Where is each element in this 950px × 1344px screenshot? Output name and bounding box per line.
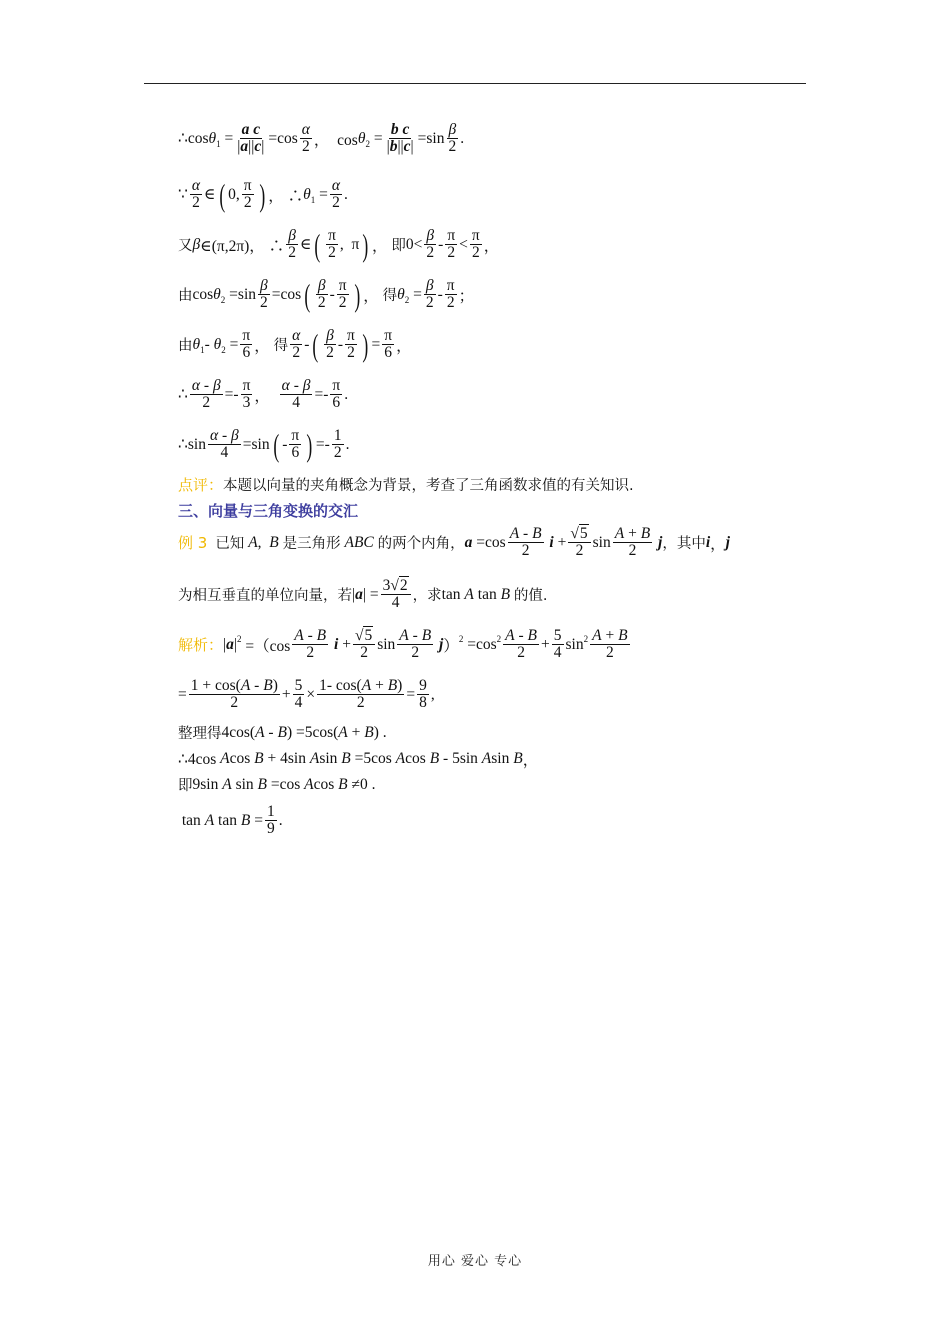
comment-text: 本题以向量的夹角概念为背景，考查了三角函数求值的有关知识. [223, 478, 634, 494]
example-text-5: 为相互垂直的单位向量，若 [178, 588, 352, 605]
word-ji: 即 [391, 238, 406, 255]
equation-alpha-minus-beta: ∴ $\frac{\alpha - \beta}{2}$ =- $\frac{\pi}{3}$ ， $\frac{\alpha - \beta}{4}$ =- $\frac{\pi}{6}$ . [178, 377, 349, 412]
example-text-1: 已知 [215, 536, 245, 553]
example-text-2: 是三角形 [282, 536, 341, 553]
section-heading-text: 三、向量与三角变换的交汇 [178, 502, 359, 520]
solution-tidy: 整理得 [178, 726, 222, 742]
solution-label: 解析： [178, 636, 224, 655]
example-text-4: ，其中 [662, 536, 706, 553]
equation-beta-range: 又 β ∈(π,2π)， ∴ $\frac{\beta}{2}$ ∈ ( $\frac{\pi}{2}$ , π ) ， 即 0< $\frac{\beta}{2}$ - $\frac{\pi}{2}$ < $\frac{\pi}{2}$ ， [178, 226, 500, 263]
equation-sin-result: ∴sin $\frac{\alpha - \beta}{4}$ =sin ( - $\frac{\pi}{6}$ ) =- $\frac{1}{2}$ . [178, 426, 350, 463]
header-rule [144, 83, 806, 84]
equation-cos-theta: ∴cos θ 1 = $\frac{\text{a c}}{|a||c|}$ =cos $\frac{\alpha}{2}$ ， cos θ 2 = $\frac{\text{b c}}{|b||c|}$ =sin $\frac{\beta}{2}$ . [178, 121, 465, 156]
example-line-2: 为相互垂直的单位向量，若 | a | = $\frac{3√2}{4}$ ，求 tan A tan B 的值. [178, 577, 548, 612]
solution-thus: 即 [178, 778, 193, 794]
solution-line-4: ∴4cos A cos B + 4sin A sin B =5cos A cos B - 5sin A sin B ， [178, 750, 539, 769]
solution-line-2: = $\frac{1 + \cos(A - B)}{2}$ + $\frac{5}{4}$ × $\frac{1- \cos(A + B)}{2}$ = $\frac{9}{8}$ , [178, 677, 435, 712]
example-line-1: 例 3 已知 A , B 是三角形 ABC 的两个内角， a =cos $\frac{A - B}{2}$ i + $\frac{√5}{2}$ sin $\frac{A + B}{2}$ j ，其中 i ， j [178, 525, 730, 560]
solution-line-1: 解析： | a | 2 =（cos $\frac{A - B}{2}$ i + $\frac{√5}{2}$ sin $\frac{A - B}{2}$ j ） 2 =cos 2 $\frac{A - B}{2}$ + $\frac{5}{4}$ sin 2 $\frac{A + B}{2}$ [178, 627, 628, 662]
word-you: 又 [178, 238, 193, 255]
word-you2: 由 [178, 288, 193, 305]
example-text-7: 的值. [513, 588, 548, 605]
equation-alpha-range: ∵ $\frac{\alpha}{2}$ ∈ ( 0, $\frac{\pi}{2}$ ) ， ∴ θ 1 = $\frac{\alpha}{2}$ . [178, 176, 348, 213]
comment-line [178, 474, 634, 495]
comment-label: 点评： [178, 476, 224, 494]
equation-theta-diff: 由 θ 1 - θ 2 = $\frac{\pi}{6}$ ， 得 $\frac{\alpha}{2}$ - ( $\frac{\beta}{2}$ - $\frac{\pi}{2}$ ) = $\frac{\pi}{6}$ ， [178, 326, 412, 363]
solution-line-3: 整理得 4cos( A - B ) =5cos( A + B ) . [178, 723, 387, 742]
example-text-3: 的两个内角， [377, 536, 465, 553]
page-footer: 用心 爱心 专心 [427, 1254, 523, 1269]
example-label: 例 3 [178, 534, 208, 553]
equation-theta2: 由 cos θ 2 =sin $\frac{\beta}{2}$ =cos ( $\frac{\beta}{2}$ - $\frac{\pi}{2}$ ) ， 得 θ 2 = $\frac{\beta}{2}$ - $\frac{\pi}{2}$ ； [178, 276, 475, 313]
example-text-6: ，求 [412, 588, 442, 605]
solution-line-5: 即 9sin A sin B =cos A cos B ≠0 . [178, 775, 376, 794]
solution-line-6: tan A tan B = $\frac{1}{9}$ . [178, 803, 283, 838]
word-de: 得 [382, 288, 398, 305]
section-heading [178, 500, 358, 521]
